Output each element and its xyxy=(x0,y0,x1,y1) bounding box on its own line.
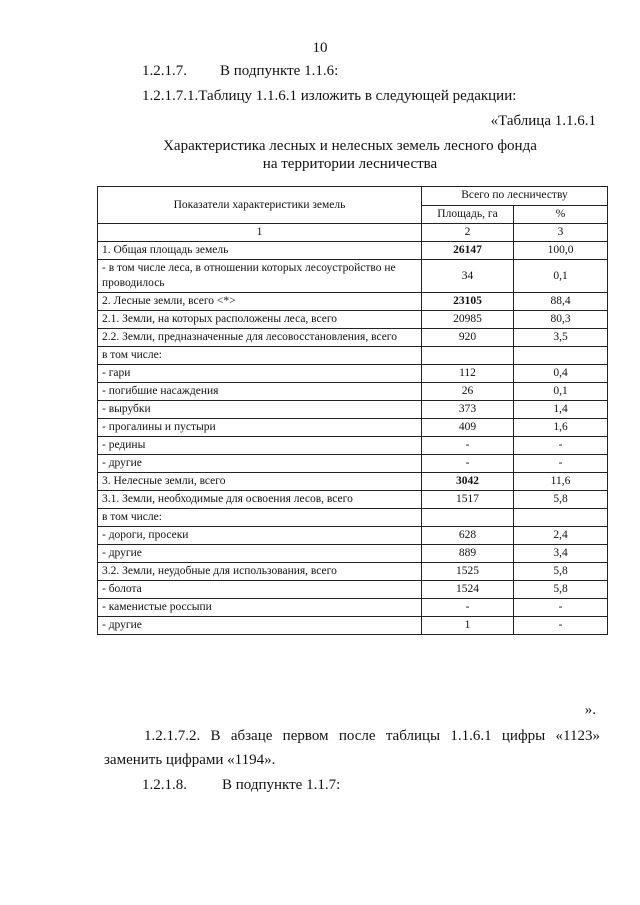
index-cell: 3 xyxy=(514,224,608,242)
table-row xyxy=(98,329,608,347)
table-index-row xyxy=(98,224,608,242)
row-label: - гари xyxy=(98,365,422,383)
row-label: 2. Лесные земли, всего <*> xyxy=(98,293,422,311)
clause-text: Таблицу 1.1.6.1 изложить в следующей редакции: xyxy=(198,88,517,104)
row-percent: 11,6 xyxy=(514,473,608,491)
row-percent: - xyxy=(514,437,608,455)
paragraph-word: первом xyxy=(282,728,329,744)
row-area: 26147 xyxy=(422,242,514,260)
row-area: 20985 xyxy=(422,311,514,329)
row-label: в том числе: xyxy=(98,347,422,365)
row-percent: 2,4 xyxy=(514,527,608,545)
header-area: Площадь, га xyxy=(422,205,514,224)
table-row xyxy=(98,383,608,401)
table-row xyxy=(98,242,608,260)
row-percent xyxy=(514,347,608,365)
row-area: - xyxy=(422,599,514,617)
row-percent: 1,4 xyxy=(514,401,608,419)
paragraph-word: «1123» xyxy=(555,728,600,744)
paragraph-word: после xyxy=(338,728,376,744)
table-row xyxy=(98,347,608,365)
row-percent: 0,1 xyxy=(514,383,608,401)
table-header-row-1 xyxy=(98,187,608,206)
clause-number: 1.2.1.7.1. xyxy=(142,88,199,104)
clause-text: В подпункте 1.1.6: xyxy=(220,63,339,79)
table-row xyxy=(98,491,608,509)
row-area: - xyxy=(422,455,514,473)
clause-text: В подпункте 1.1.7: xyxy=(222,777,341,793)
table-title xyxy=(100,137,600,173)
row-area: 628 xyxy=(422,527,514,545)
row-percent: - xyxy=(514,455,608,473)
table-title-line-1: Характеристика лесных и нелесных земель лесного фонда xyxy=(163,138,537,154)
row-percent: 5,8 xyxy=(514,581,608,599)
row-area: 34 xyxy=(422,260,514,293)
row-label: - другие xyxy=(98,617,422,635)
table-row xyxy=(98,419,608,437)
table-row xyxy=(98,437,608,455)
row-label: 3.2. Земли, неудобные для использования, всего xyxy=(98,563,422,581)
row-label: - другие xyxy=(98,455,422,473)
row-area: 373 xyxy=(422,401,514,419)
row-percent: - xyxy=(514,599,608,617)
header-percent: % xyxy=(514,205,608,224)
header-group: Всего по лесничеству xyxy=(422,187,608,206)
row-label: 2.1. Земли, на которых расположены леса, всего xyxy=(98,311,422,329)
paragraph-1-2-1-7-2 xyxy=(104,724,600,772)
row-area: 112 xyxy=(422,365,514,383)
table-row xyxy=(98,401,608,419)
table-row xyxy=(98,581,608,599)
row-label: 3.1. Земли, необходимые для освоения лесов, всего xyxy=(98,491,422,509)
table-reference: «Таблица 1.1.6.1 xyxy=(490,113,596,129)
page-number: 10 xyxy=(312,40,328,56)
paragraph-word: абзаце xyxy=(230,728,273,744)
table-row xyxy=(98,509,608,527)
clause-1-2-1-7-1 xyxy=(142,88,516,105)
table-row xyxy=(98,617,608,635)
row-area: 26 xyxy=(422,383,514,401)
row-area: 23105 xyxy=(422,293,514,311)
row-label: - погибшие насаждения xyxy=(98,383,422,401)
row-percent: 80,3 xyxy=(514,311,608,329)
table-row xyxy=(98,527,608,545)
closing-quote: ». xyxy=(584,702,596,718)
row-area xyxy=(422,347,514,365)
paragraph-second-line: заменить цифрами «1194». xyxy=(104,752,276,768)
row-area: 3042 xyxy=(422,473,514,491)
row-percent xyxy=(514,509,608,527)
paragraph-word: цифры xyxy=(501,728,546,744)
row-percent: 100,0 xyxy=(514,242,608,260)
land-characteristics-table xyxy=(97,186,608,635)
row-percent: 5,8 xyxy=(514,563,608,581)
row-percent: 5,8 xyxy=(514,491,608,509)
row-percent: 3,5 xyxy=(514,329,608,347)
table-row xyxy=(98,545,608,563)
table-row xyxy=(98,311,608,329)
row-label: 3. Нелесные земли, всего xyxy=(98,473,422,491)
paragraph-word: В xyxy=(210,728,221,744)
paragraph-word: 1.1.6.1 xyxy=(450,728,492,744)
row-percent: 0,4 xyxy=(514,365,608,383)
row-label: - болота xyxy=(98,581,422,599)
clause-1-2-1-7 xyxy=(142,63,338,80)
row-area: 1525 xyxy=(422,563,514,581)
table-row xyxy=(98,473,608,491)
table-row xyxy=(98,293,608,311)
row-area xyxy=(422,509,514,527)
row-area: 889 xyxy=(422,545,514,563)
row-area: 1524 xyxy=(422,581,514,599)
table-row xyxy=(98,599,608,617)
row-label: в том числе: xyxy=(98,509,422,527)
row-percent: 0,1 xyxy=(514,260,608,293)
row-percent: - xyxy=(514,617,608,635)
table-body xyxy=(98,242,608,635)
row-label: 1. Общая площадь земель xyxy=(98,242,422,260)
paragraph-word: 1.2.1.7.2. xyxy=(144,728,201,744)
clause-number: 1.2.1.7. xyxy=(142,63,187,79)
row-area: 409 xyxy=(422,419,514,437)
paragraph-word: таблицы xyxy=(385,728,441,744)
row-label: - дороги, просеки xyxy=(98,527,422,545)
table-row xyxy=(98,563,608,581)
row-label: - прогалины и пустыри xyxy=(98,419,422,437)
header-indicator: Показатели характеристики земель xyxy=(98,187,422,224)
row-area: - xyxy=(422,437,514,455)
index-cell: 1 xyxy=(98,224,422,242)
row-area: 920 xyxy=(422,329,514,347)
row-label: 2.2. Земли, предназначенные для лесовосстановления, всего xyxy=(98,329,422,347)
row-label: - каменистые россыпи xyxy=(98,599,422,617)
clause-1-2-1-8 xyxy=(142,777,340,794)
row-label: - вырубки xyxy=(98,401,422,419)
row-label: - редины xyxy=(98,437,422,455)
row-area: 1 xyxy=(422,617,514,635)
row-label: - в том числе леса, в отношении которых лесоустройство не проводилось xyxy=(98,260,422,293)
table-row xyxy=(98,365,608,383)
table-title-line-2: на территории лесничества xyxy=(262,156,438,172)
clause-number: 1.2.1.8. xyxy=(142,777,187,793)
paragraph-first-line xyxy=(104,724,600,748)
table-row xyxy=(98,260,608,293)
row-percent: 3,4 xyxy=(514,545,608,563)
table-row xyxy=(98,455,608,473)
row-percent: 88,4 xyxy=(514,293,608,311)
index-cell: 2 xyxy=(422,224,514,242)
row-area: 1517 xyxy=(422,491,514,509)
row-percent: 1,6 xyxy=(514,419,608,437)
row-label: - другие xyxy=(98,545,422,563)
